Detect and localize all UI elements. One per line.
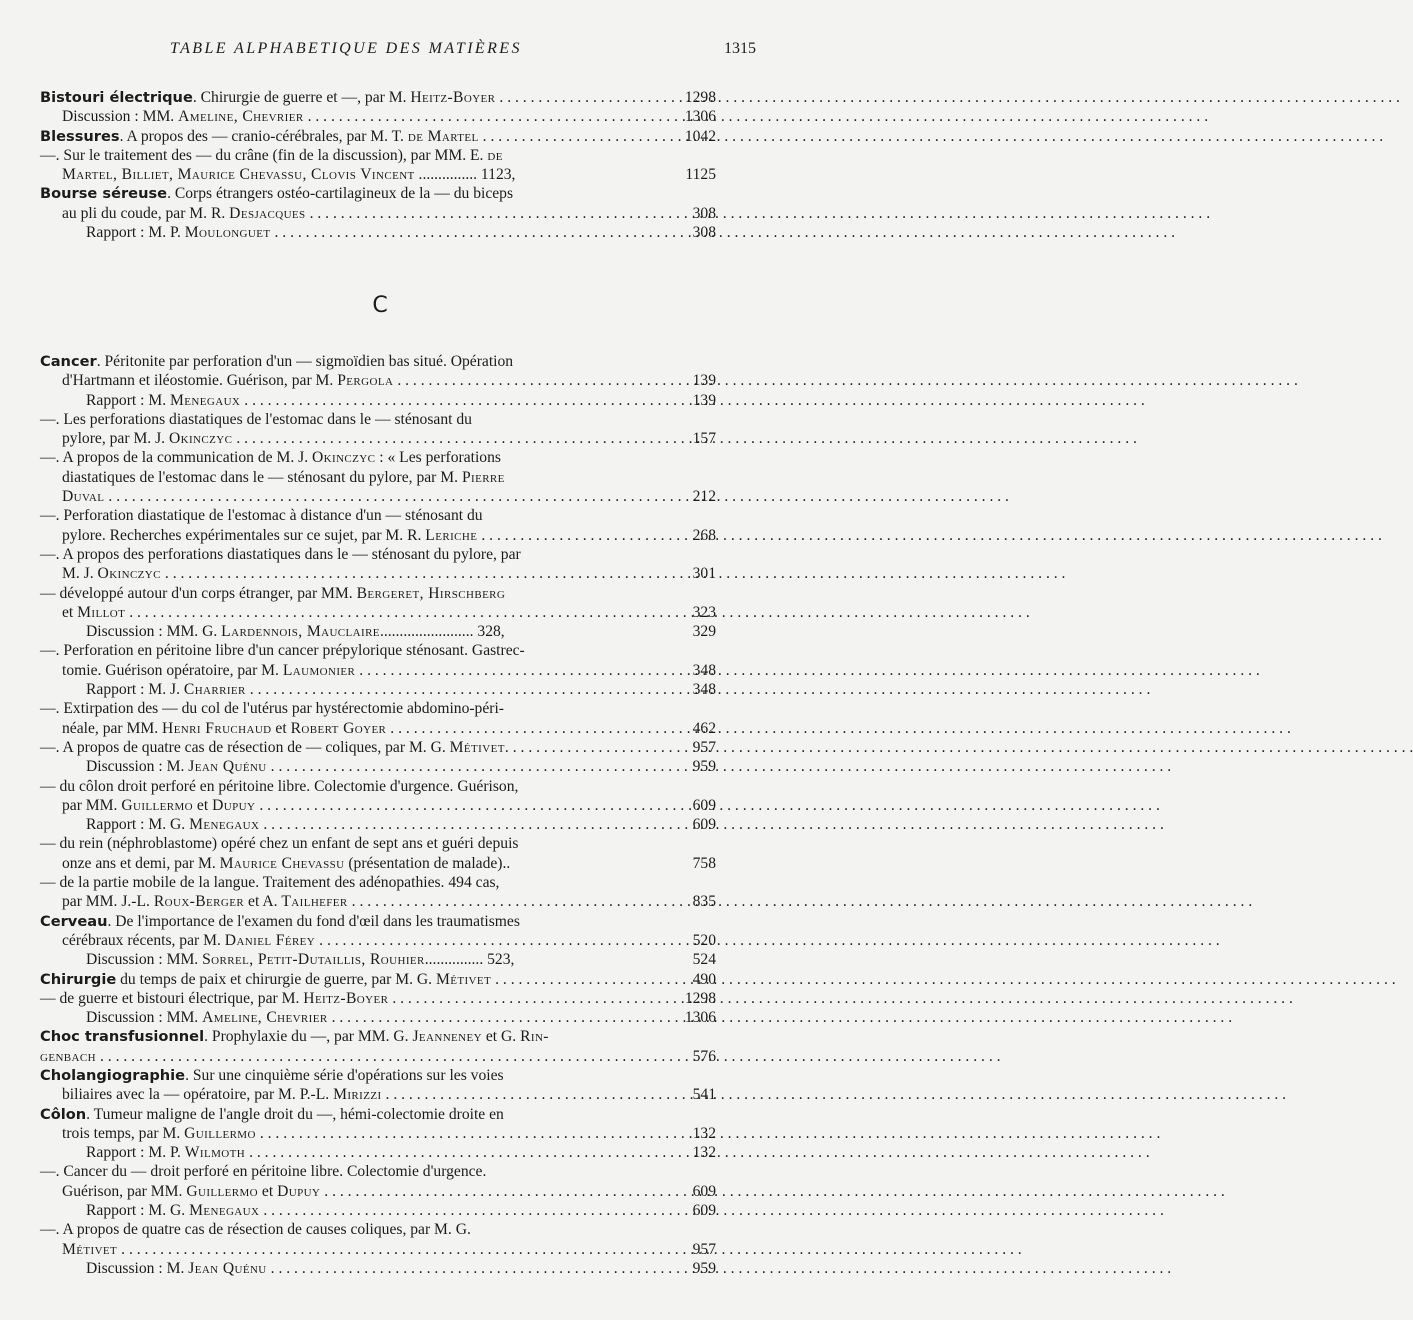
entry-text [40,352,513,371]
page-ref: 576 [692,1047,716,1065]
entry-text [40,970,491,989]
entry-text [40,777,518,796]
entry-text [62,931,315,950]
page-ref: 609 [692,1202,716,1220]
index-line [40,641,716,660]
index-line [40,1008,716,1027]
entry-text [86,1201,259,1220]
entry-text [40,146,503,165]
author-name: Dupuy [277,1182,321,1200]
index-line [40,950,716,969]
index-line [40,468,716,487]
entry-text [40,1047,96,1066]
entry-fragment: et A. [244,893,282,911]
author-name: Daniel Férey [224,931,316,949]
page-ref: 520 [692,931,716,949]
entry-text [62,468,505,487]
index-line [40,892,716,911]
entry-text [40,699,504,718]
entry-fragment: Guérison, par MM. [62,1182,187,1200]
author-name: Guillermo [121,796,194,814]
dot-leader [236,429,1137,448]
entry-fragment: tomie. Guérison opératoire, par M. [62,661,283,679]
entry-text [40,1220,471,1239]
entry-text [62,1240,117,1259]
entry-text [40,584,505,603]
entry-text [62,371,393,390]
index-line [40,146,716,165]
index-line [40,603,716,622]
entry-text [62,564,161,583]
index-line [40,107,716,126]
page-ref: 1042 [684,127,716,145]
entry-fragment: au pli du coude, par M. R. [62,204,230,222]
section-letter: C [372,293,388,318]
author-name: Dupuy [212,796,256,814]
entry-text [62,892,348,911]
index-line [40,1201,716,1220]
dot-leader [100,1047,1001,1066]
dot-leader [499,88,1400,107]
entry-fragment: —. A propos de quatre cas de résection de — coliques, par M. G. [40,738,450,756]
entry-fragment: — de guerre et bistouri électrique, par M. [40,989,304,1007]
index-line [40,815,716,834]
author-name: Moulonguet [184,224,271,242]
index-line [40,796,716,815]
dot-leader [121,1240,1022,1259]
entry-fragment: —. A propos des perforations diastatiques dans le — sténosant du pylore, par [40,545,521,563]
entry-fragment: . A propos des — cranio-cérébrales, par M. T. [119,127,408,145]
dot-leader [332,1008,1233,1027]
entry-fragment: d'Hartmann et iléostomie. Guérison, par M. [62,372,338,390]
entry-text [40,1066,504,1085]
entry-fragment: —. Cancer du — droit perforé en péritoine libre. Colectomie d'urgence. [40,1163,487,1181]
entry-text [40,1162,486,1181]
author-name: Ameline, Chevrier [178,108,304,126]
dot-leader [310,204,1211,223]
entry-text [86,391,240,410]
dot-leader [108,487,1009,506]
entry-fragment: trois temps, par M. [62,1124,185,1142]
index-line [40,1027,716,1046]
index-line [40,584,716,603]
entry-fragment: Rapport : M. G. [86,1202,190,1220]
entry-text [40,1027,549,1046]
page-ref: 323 [692,603,716,621]
index-line [40,429,716,448]
entry-heading: Cerveau [40,912,108,930]
page-number: 1315 [724,40,756,57]
index-line [40,391,716,410]
entry-fragment: —. Perforation diastatique de l'estomac à distance d'un — sténosant du [40,507,483,525]
index-line [40,1066,716,1085]
entry-fragment: onze ans et demi, par M. [62,854,220,872]
entry-fragment: . Chirurgie de guerre et —, par M. [192,89,411,106]
index-line [40,1143,716,1162]
index-line [40,1124,716,1143]
entry-fragment: par MM. J.-L. [62,893,154,911]
entry-fragment: Discussion : MM. [86,1009,203,1027]
index-line [40,410,716,429]
page-ref: 609 [692,816,716,834]
entry-fragment: . De l'importance de l'examen du fond d'œil dans les traumatismes [107,912,520,930]
entry-text [40,127,479,146]
entry-fragment: —. Sur le traitement des — du crâne (fin de la discussion), par MM. E. [40,146,488,164]
dot-leader [271,1259,1172,1278]
index-line [40,912,716,931]
index-line [40,1259,716,1278]
entry-fragment: Discussion : M. [86,758,189,776]
author-name: Charrier [183,681,246,699]
author-name: Métivet [449,738,505,756]
page-ref: 348 [692,681,716,699]
entry-fragment: . Sur une cinquième série d'opérations sur les voies [185,1066,504,1084]
dot-leader [352,892,1253,911]
entry-fragment: —. A propos de la communication de M. J. [40,449,312,467]
index-line [40,506,716,525]
entry-text [40,506,483,525]
entry-fragment: —. Extirpation des — du col de l'utérus par hystérectomie abdomino-péri- [40,700,504,718]
dot-leader [319,931,1220,950]
entry-text [40,873,499,892]
index-line [40,854,716,873]
page-ref: 1125 [685,166,716,184]
index-line [40,487,716,506]
entry-fragment: biliaires avec la — opératoire, par M. P.-L. [62,1086,334,1104]
index-line [40,564,716,583]
entry-text [86,815,259,834]
author-name: Rin- [520,1028,549,1046]
entry-fragment: Rapport : M. [86,391,171,409]
author-name: Pierre [461,468,505,486]
page-ref: 1298 [684,989,716,1007]
entry-fragment: Discussion : M. [86,1259,189,1277]
index-block-b [40,88,716,242]
entry-fragment: diastatiques de l'estomac dans le — sténosant du pylore, par M. [62,468,462,486]
entry-text [40,834,518,853]
page-ref: 132 [692,1144,716,1162]
entry-text [62,661,355,680]
dot-leader [129,603,1030,622]
entry-text [40,410,472,429]
index-line [40,719,716,738]
index-line [40,970,716,989]
author-name: Jeanneney [412,1028,482,1046]
author-name: de Martel [407,127,479,145]
entry-fragment: Rapport : M. P. [86,1144,185,1162]
entry-text [86,757,267,776]
page-ref: 758 [692,854,716,872]
author-name: Robert Goyer [290,719,387,737]
entry-heading: Bourse séreuse [40,185,168,203]
entry-heading: Côlon [40,1105,87,1123]
entry-text [40,641,525,660]
author-name: Tailhefer [281,893,348,911]
entry-fragment: pylore. Recherches expérimentales sur ce sujet, par M. R. [62,526,426,544]
entry-fragment: du temps de paix et chirurgie de guerre, par M. G. [116,970,436,988]
author-name: Millot [77,603,126,621]
author-name: genbach [40,1047,96,1065]
page-ref: 959 [692,1259,716,1277]
index-line [40,622,716,641]
index-line [40,371,716,390]
index-line [40,873,716,892]
author-name: Mirizzi [333,1086,382,1104]
entry-fragment: Rapport : M. P. [86,224,185,242]
index-line [40,526,716,545]
author-name: Maurice Chevassu [219,854,345,872]
entry-text [62,165,515,184]
entry-fragment: — du côlon droit perforé en péritoine libre. Colectomie d'urgence. Guérison, [40,777,519,795]
entry-text [40,448,501,467]
page-ref: 268 [692,526,716,544]
entry-text [86,223,270,242]
entry-fragment: : « Les perforations [375,449,501,467]
dot-leader [308,107,1209,126]
entry-fragment: (présentation de malade).. [344,854,511,872]
entry-text [86,1259,267,1278]
author-name: Guillermo [184,1124,256,1142]
author-name: Lardennois, Mauclaire [221,623,380,641]
author-name: Menegaux [189,1202,260,1220]
entry-text [62,603,125,622]
index-line [40,165,716,184]
dot-leader [274,223,1175,242]
author-name: Métivet [62,1240,118,1258]
dot-leader [397,371,1298,390]
entry-text [86,622,505,641]
index-line [40,680,716,699]
page-ref: 462 [692,719,716,737]
entry-text [40,912,520,931]
author-name: Jean Quénu [188,758,267,776]
index-line [40,184,716,203]
author-name: Okinczyc [312,449,376,467]
author-name: Okinczyc [97,565,161,583]
author-name: Bergeret, Hirschberg [356,584,506,602]
page-ref: 301 [692,565,716,583]
index-block-c [40,352,716,1278]
entry-text [40,989,388,1008]
page-ref: 1306 [684,1009,716,1027]
index-line [40,204,716,223]
entry-text [40,1105,504,1124]
page-ref: 957 [692,738,716,756]
entry-text [62,1085,382,1104]
author-name: Menegaux [170,391,241,409]
entry-fragment: . Tumeur maligne de l'angle droit du —, hémi-colectomie droite en [86,1105,504,1123]
entry-fragment: . Prophylaxie du —, par MM. G. [204,1028,413,1046]
entry-text [86,950,514,969]
entry-text [62,429,232,448]
author-name: Heitz-Boyer [303,989,389,1007]
entry-text [62,487,104,506]
dot-leader [165,564,1066,583]
author-name: Roux-Berger [153,893,245,911]
entry-fragment: Discussion : MM. G. [86,623,222,641]
page-ref: 959 [692,758,716,776]
page-ref: 132 [692,1124,716,1142]
entry-text [40,184,513,203]
author-name: Pergola [337,372,394,390]
index-line [40,738,716,757]
entry-text [62,719,386,738]
index-line [40,1220,716,1239]
page-ref: 835 [692,893,716,911]
entry-text [86,1143,245,1162]
page-ref: 609 [692,796,716,814]
author-name: de [487,146,503,164]
entry-text [40,88,495,107]
dot-leader [481,526,1382,545]
entry-fragment: néale, par MM. [62,719,163,737]
entry-fragment: ........................ 328, [379,623,505,641]
entry-fragment: M. J. [62,565,98,583]
entry-fragment: pylore, par M. J. [62,430,169,448]
dot-leader [324,1182,1225,1201]
author-name: Ameline, Chevrier [202,1009,328,1027]
entry-fragment: et [62,603,78,621]
index-line [40,545,716,564]
dot-leader [359,661,1260,680]
entry-heading: Chirurgie [40,970,117,988]
entry-fragment: Rapport : M. J. [86,681,184,699]
entry-text [40,738,509,757]
entry-fragment: ............... 1123, [414,166,516,184]
index-line [40,1182,716,1201]
author-name: Wilmoth [184,1144,246,1162]
dot-leader [390,719,1291,738]
page-ref: 348 [692,661,716,679]
index-line [40,88,716,107]
entry-fragment: . Péritonite par perforation d'un — sigmoïdien bas situé. Opération [96,353,514,370]
dot-leader [386,1085,1287,1104]
page-ref: 139 [692,391,716,409]
page-ref: 329 [692,623,716,641]
entry-text [62,796,255,815]
index-line [40,757,716,776]
author-name: Martel, Billiet, Maurice Chevassu, Clovis Vincent [62,166,415,184]
entry-text [62,107,304,126]
author-name: Duval [62,488,105,506]
page-ref: 609 [692,1182,716,1200]
entry-fragment: et G. [481,1028,521,1046]
dot-leader [483,127,1384,146]
page-ref: 157 [692,430,716,448]
index-line [40,661,716,680]
entry-fragment: — de la partie mobile de la langue. Traitement des adénopathies. 494 cas, [40,874,500,892]
entry-text [86,680,246,699]
index-line [40,989,716,1008]
author-name: Laumonier [282,661,356,679]
entry-heading: Cancer [40,353,97,370]
entry-fragment: Discussion : MM. [62,108,179,126]
page-ref: 308 [692,204,716,222]
entry-heading: Choc transfusionnel [40,1028,205,1046]
entry-heading: Cholangiographie [40,1066,186,1084]
entry-fragment: et [271,719,291,737]
page-ref: 308 [692,224,716,242]
entry-fragment: ............... 523, [424,951,515,969]
author-name: Desjacques [229,204,306,222]
running-title: TABLE ALPHABETIQUE DES MATIÈRES [170,40,522,57]
index-line [40,931,716,950]
index-line [40,1047,716,1066]
entry-fragment: —. Perforation en péritoine libre d'un cancer prépylorique sténosant. Gastrec- [40,642,525,660]
index-line [40,777,716,796]
index-line [40,352,716,371]
entry-heading: Bistouri électrique [40,89,193,106]
entry-fragment: et [193,796,213,814]
entry-text [62,1124,256,1143]
index-line [40,127,716,146]
author-name: Henri Fruchaud [162,719,272,737]
entry-fragment: —. A propos de quatre cas de résection de causes coliques, par M. G. [40,1221,471,1239]
index-line [40,834,716,853]
author-name: Menegaux [189,816,260,834]
page-ref: 957 [692,1240,716,1258]
author-name: Sorrel, Petit-Dutaillis, Rouhier [202,951,425,969]
page-ref: 524 [692,951,716,969]
index-line [40,448,716,467]
author-name: Okinczyc [168,430,233,448]
entry-fragment: cérébraux récents, par M. [62,931,225,949]
index-line [40,699,716,718]
page-ref: 1306 [684,108,716,126]
page-ref: 1298 [684,89,716,106]
entry-fragment: Rapport : M. G. [86,816,190,834]
dot-leader [392,989,1293,1008]
author-name: Heitz-Boyer [410,89,496,106]
author-name: Guillermo [186,1182,258,1200]
entry-text [40,545,521,564]
entry-fragment: par MM. [62,796,122,814]
author-name: Leriche [425,526,478,544]
index-line [40,1085,716,1104]
dot-leader [495,970,1396,989]
page-ref: 490 [692,970,716,988]
entry-text [62,1182,320,1201]
index-line [40,1162,716,1181]
entry-fragment: . [504,738,509,756]
entry-fragment: — du rein (néphroblastome) opéré chez un enfant de sept ans et guéri depuis [40,835,519,853]
page-ref: 541 [692,1086,716,1104]
page-ref: 139 [692,372,716,390]
entry-fragment: —. Les perforations diastatiques de l'estomac dans le — sténosant du [40,410,472,428]
page-header [40,40,756,62]
dot-leader [513,738,1413,757]
dot-leader [271,757,1172,776]
entry-text [86,1008,328,1027]
entry-fragment: — développé autour d'un corps étranger, par MM. [40,584,357,602]
entry-fragment: . Corps étrangers ostéo-cartilagineux de la — du biceps [167,185,514,203]
author-name: Métivet [435,970,492,988]
entry-text [62,204,306,223]
author-name: Jean Quénu [188,1259,267,1277]
index-line [40,1105,716,1124]
entry-fragment: et [258,1182,278,1200]
page-ref: 212 [692,488,716,506]
entry-fragment: Discussion : MM. [86,951,203,969]
index-line [40,223,716,242]
entry-heading: Blessures [40,127,120,145]
entry-text [62,854,510,873]
index-line [40,1240,716,1259]
entry-text [62,526,477,545]
